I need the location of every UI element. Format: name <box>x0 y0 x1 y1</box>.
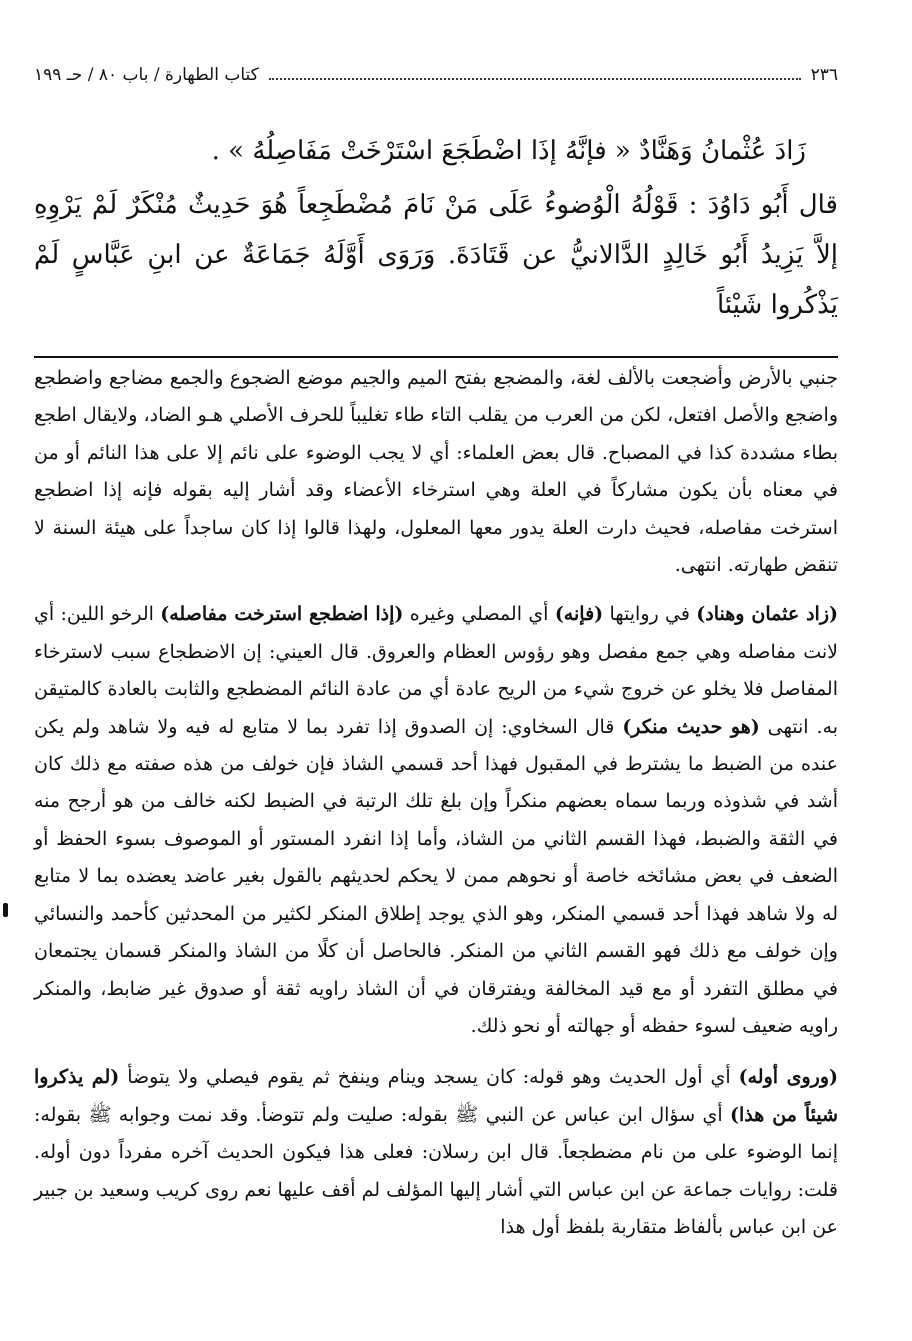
book-page <box>34 62 838 1246</box>
margin-mark <box>3 903 8 917</box>
hadith-text <box>34 126 838 330</box>
commentary-paragraph <box>34 596 838 1045</box>
commentary-text: الرخو اللين: أي لانت مفاصله وهي جمع مفصل وهو رؤوس العظام والعروق. قال العيني: إن الاضطجاع سبب لاسترخاء المفاصل فلا يخلو عن خروج شيء من الريح عادة أي من عادة النائم المضطجع والثابت بالعادة كالمتيقن به. انتهى <box>34 603 838 738</box>
commentary-text: أي المصلي وغيره <box>403 603 555 626</box>
commentary-paragraph <box>34 1059 838 1246</box>
page-number: ٢٣٦ <box>810 65 838 85</box>
commentary <box>34 360 838 1246</box>
commentary-paragraph: جنبي بالأرض وأضجعت بالألف لغة، والمضجع بفتح الميم والجيم موضع الضجوع والجمع مضاجع واضطجع واضجع والأصل افتعل، لكن من العرب من يقلب التاء طاء تغليباً للحرف الأصلي هـو الضاد، ولايقال اطجع بطاء مشددة كذا في المصباح. قال بعض العلماء: أي لا يجب الوضوء على نائم إلا على هذا النائم أو من في معناه بأن يكون مشاركاً في العلة وهي استرخاء الأعضاء وقد أشار إليه بقوله فإنه إذا اضطجع استرخت مفاصله، فحيث دارت العلة يدور معها المعلول، ولهذا قالوا إذا كان ساجداً على هيئة السنة لا تنقض طهارته. انتهى. <box>34 367 838 577</box>
commentary-text: أي أول الحديث وهو قوله: كان يسجد وينام وينفخ ثم يقوم فيصلي ولا يتوضأ <box>119 1066 739 1089</box>
footnote-divider <box>34 356 838 358</box>
bold-phrase: (لم يذكروا شيئاً من هذا) <box>34 1066 838 1126</box>
bold-phrase: (زاد عثمان وهناد) <box>696 603 838 626</box>
running-head <box>34 62 838 88</box>
leader-dots <box>269 78 801 80</box>
hadith-line: زَادَ عُثْمانُ وَهَنَّادٌ « فإنَّهُ إذَا اضْطَجَعَ اسْتَرْخَتْ مَفَاصِلُهُ » . <box>211 136 806 166</box>
commentary-text: قال السخاوي: إن الصدوق إذا تفرد بما لا متابع له فيه ولا شاهد ولم يكن عنده من الضبط ما يشترط في المقبول فهذا أحد قسمي الشاذ فإن خولف من هذه صفته مع ذلك كان أشد في شذوذه وربما سماه بعضهم منكراً وإن بلغ تلك الرتبة في الضبط لكنه خالف من هو أرجح منه في الثقة والضبط، فهذا القسم الثاني من الشاذ، وأما إذا انفرد المستور أو الموصوف بسوء الحفظ أو الضعف في بعض مشائخه خاصة أو نحوهم ممن لا يحكم لحديثهم بالقول بغير عاضد يعضده بما لا متابع له ولا شاهد فهذا أحد قسمي المنكر، وهو الذي يوجد إطلاق المنكر لكثير من المحدثين كأحمد والنسائي وإن خولف مع ذلك فهو القسم الثاني من المنكر. فالحاصل أن كلًا من الشاذ والمنكر قسمان يجتمعان في مطلق التفرد أو مع قيد المخالفة ويفترقان في أن الشاذ راويه ثقة أو صدوق غير ضابط، والمنكر راويه ضعيف لسوء حفظه أو جهالته أو نحو ذلك. <box>34 715 838 1037</box>
commentary-text: في روايتها <box>603 603 697 626</box>
bold-phrase: (وروى أوله) <box>738 1066 838 1089</box>
abu-dawud-note: قال أَبُو دَاوُدَ : قَوْلُهُ الْوُضوءُ عَلَى مَنْ نَامَ مُضْطَجِعاً هُوَ حَدِيثٌ مُنْكَرٌ لَمْ يَرْوِهِ إلاَّ يَزِيدُ أَبُو خَالِدٍ الدَّالانيُّ عن قَتَادَةَ. وَرَوَى أَوَّلَهُ جَمَاعَةٌ عن ابنِ عَبَّاسٍ لَمْ يَذْكُروا شَيْئاً <box>34 190 838 320</box>
commentary-text: أي سؤال ابن عباس عن النبي ﷺ بقوله: صليت ولم تتوضأ. وقد نمت وجوابه ﷺ بقوله: إنما الوضوء على من نام مضطجعاً. قال ابن رسلان: فعلى هذا فيكون الحديث آخره مفرداً دون أوله. قلت: روايات جماعة عن ابن عباس التي أشار إليها المؤلف لم أقف عليها نعم روى كريب وسعيد بن جبير عن ابن عباس بألفاظ متقاربة بلفظ أول هذا <box>34 1103 838 1238</box>
bold-phrase: (فإنه) <box>554 603 604 626</box>
running-title: كتاب الطهارة / باب ٨٠ / حـ ١٩٩ <box>34 65 259 85</box>
bold-phrase: (إذا اضطجع استرخت مفاصله) <box>160 603 404 626</box>
bold-phrase: (هو حديث منكر) <box>622 715 760 738</box>
